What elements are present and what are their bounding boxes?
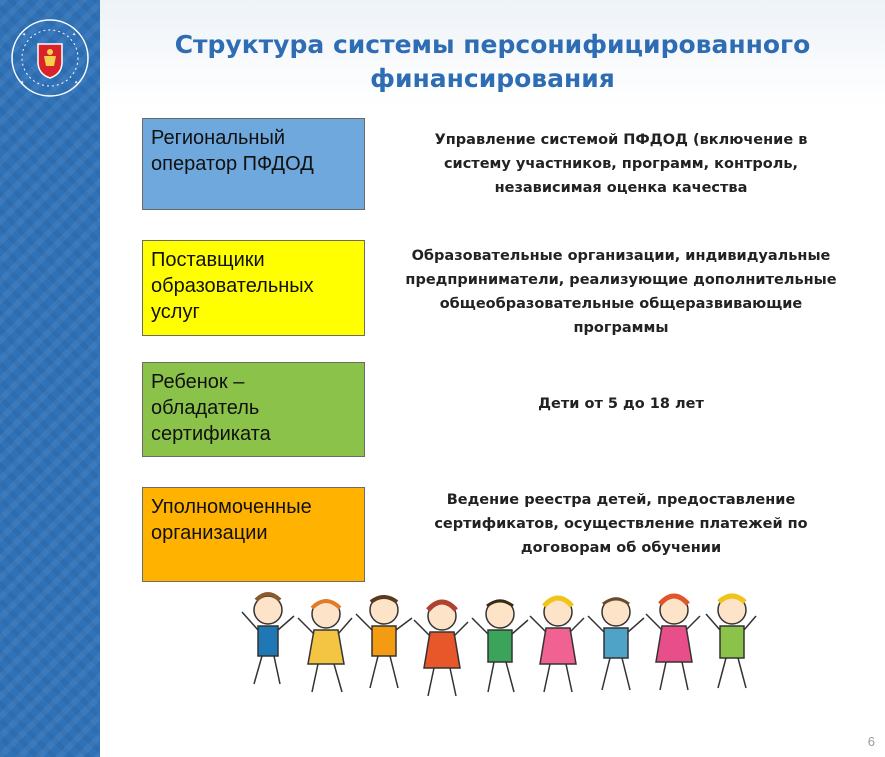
- description-line: независимая оценка качества: [494, 180, 748, 196]
- role-description-child: [386, 392, 856, 416]
- child-figure: [242, 594, 756, 696]
- role-label-line: организации: [151, 522, 268, 544]
- role-label-line: образовательных: [151, 275, 314, 297]
- role-description-authorized-orgs: [386, 488, 856, 560]
- description-line: сертификатов, осуществление платежей по: [434, 516, 808, 532]
- svg-text:✦: ✦: [74, 80, 79, 86]
- role-description-regional-operator: [386, 128, 856, 200]
- role-description-providers: [386, 244, 856, 340]
- role-label-line: Региональный: [151, 127, 286, 149]
- description-line: Дети от 5 до 18 лет: [538, 396, 704, 412]
- description-line: общеобразовательные общеразвивающие: [439, 296, 803, 312]
- sidebar: [0, 0, 100, 757]
- role-box-providers: [142, 240, 365, 336]
- role-label-line: Уполномоченные: [151, 496, 312, 518]
- title-line-2: финансирования: [370, 64, 615, 93]
- svg-text:✦: ✦: [72, 32, 77, 38]
- role-box-regional-operator: [142, 118, 365, 210]
- emblem-icon: [10, 18, 90, 98]
- page-number: 6: [867, 734, 875, 749]
- svg-text:✦: ✦: [22, 32, 27, 38]
- title-line-1: Структура системы персонифицированного: [174, 30, 811, 59]
- description-line: договорам об обучении: [520, 540, 722, 556]
- role-label-line: оператор ПФДОД: [151, 153, 314, 175]
- description-line: Образовательные организации, индивидуальные: [411, 248, 831, 264]
- svg-text:✦: ✦: [20, 80, 25, 86]
- description-line: программы: [573, 320, 669, 336]
- role-label-line: Поставщики: [151, 249, 265, 271]
- children-illustration: [238, 588, 758, 718]
- description-line: Ведение реестра детей, предоставление: [446, 492, 796, 508]
- role-label-line: Ребенок –: [151, 371, 245, 393]
- role-label-line: услуг: [151, 301, 200, 323]
- role-box-authorized-orgs: [142, 487, 365, 582]
- slide-title: [100, 28, 885, 96]
- description-line: систему участников, программ, контроль,: [443, 156, 799, 172]
- role-label-line: обладатель: [151, 397, 260, 419]
- description-line: предприниматели, реализующие дополнительные: [405, 272, 837, 288]
- role-box-child: [142, 362, 365, 457]
- description-line: Управление системой ПФДОД (включение в: [434, 132, 808, 148]
- role-label-line: сертификата: [151, 423, 271, 445]
